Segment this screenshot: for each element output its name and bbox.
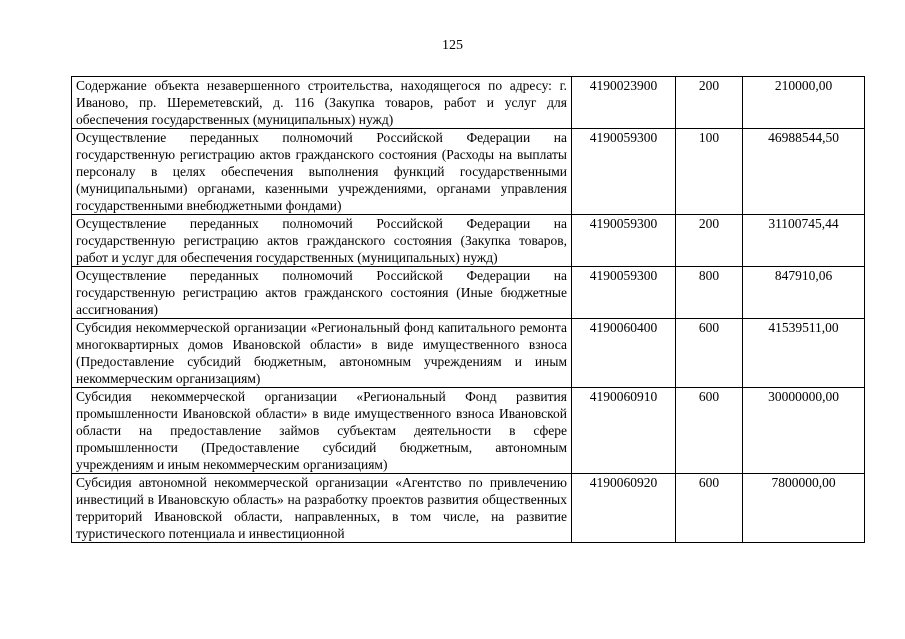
row-description: Осуществление переданных полномочий Российской Федерации на государственную регистрацию актов гражданского состояния (Закупка товаров, работ и услуг для обеспечения государственных (муниципальных) нужд) [72,215,572,267]
table-row [72,267,865,319]
table-row [72,319,865,388]
row-amount: 7800000,00 [743,474,865,543]
row-target-code: 4190060400 [572,319,676,388]
table-row [72,215,865,267]
row-target-code: 4190059300 [572,215,676,267]
row-target-code: 4190060920 [572,474,676,543]
row-target-code: 4190060910 [572,388,676,474]
row-description: Осуществление переданных полномочий Российской Федерации на государственную регистрацию актов гражданского состояния (Иные бюджетные ассигнования) [72,267,572,319]
table-row [72,129,865,215]
row-amount: 46988544,50 [743,129,865,215]
row-expense-type: 100 [676,129,743,215]
row-amount: 41539511,00 [743,319,865,388]
row-amount: 30000000,00 [743,388,865,474]
row-target-code: 4190059300 [572,129,676,215]
row-description: Субсидия автономной некоммерческой организации «Агентство по привлечению инвестиций в Ивановскую область» на разработку проектов развития общественных территорий Ивановской области, направленных, в том числе, на развитие туристического потенциала и инвестиционной [72,474,572,543]
page-number: 125 [442,38,463,53]
table-row [72,77,865,129]
row-amount: 31100745,44 [743,215,865,267]
row-expense-type: 600 [676,388,743,474]
row-description: Содержание объекта незавершенного строительства, находящегося по адресу: г. Иваново, пр. Шереметевский, д. 116 (Закупка товаров, работ и услуг для обеспечения государственных (муниципальных) нужд) [72,77,572,129]
row-expense-type: 800 [676,267,743,319]
row-description: Субсидия некоммерческой организации «Региональный Фонд развития промышленности Ивановской области» в виде имущественного взноса Ивановской области на предоставление займов субъектам деятельности в сфере промышленности (Предоставление субсидий бюджетным, автономным учреждениям и иным некоммерческим организациям) [72,388,572,474]
row-target-code: 4190059300 [572,267,676,319]
row-expense-type: 600 [676,319,743,388]
row-target-code: 4190023900 [572,77,676,129]
budget-table [71,76,865,543]
table-row [72,474,865,543]
row-expense-type: 200 [676,77,743,129]
row-expense-type: 600 [676,474,743,543]
row-description: Осуществление переданных полномочий Российской Федерации на государственную регистрацию актов гражданского состояния (Расходы на выплаты персоналу в целях обеспечения выполнения функций государственными (муниципальными) органами, казенными учреждениями, органами управления государственными внебюджетными фондами) [72,129,572,215]
row-description: Субсидия некоммерческой организации «Региональный фонд капитального ремонта многоквартирных домов Ивановской области» в виде имущественного взноса (Предоставление субсидий бюджетным, автономным учреждениям и иным некоммерческим организациям) [72,319,572,388]
row-amount: 847910,06 [743,267,865,319]
row-amount: 210000,00 [743,77,865,129]
row-expense-type: 200 [676,215,743,267]
table-row [72,388,865,474]
